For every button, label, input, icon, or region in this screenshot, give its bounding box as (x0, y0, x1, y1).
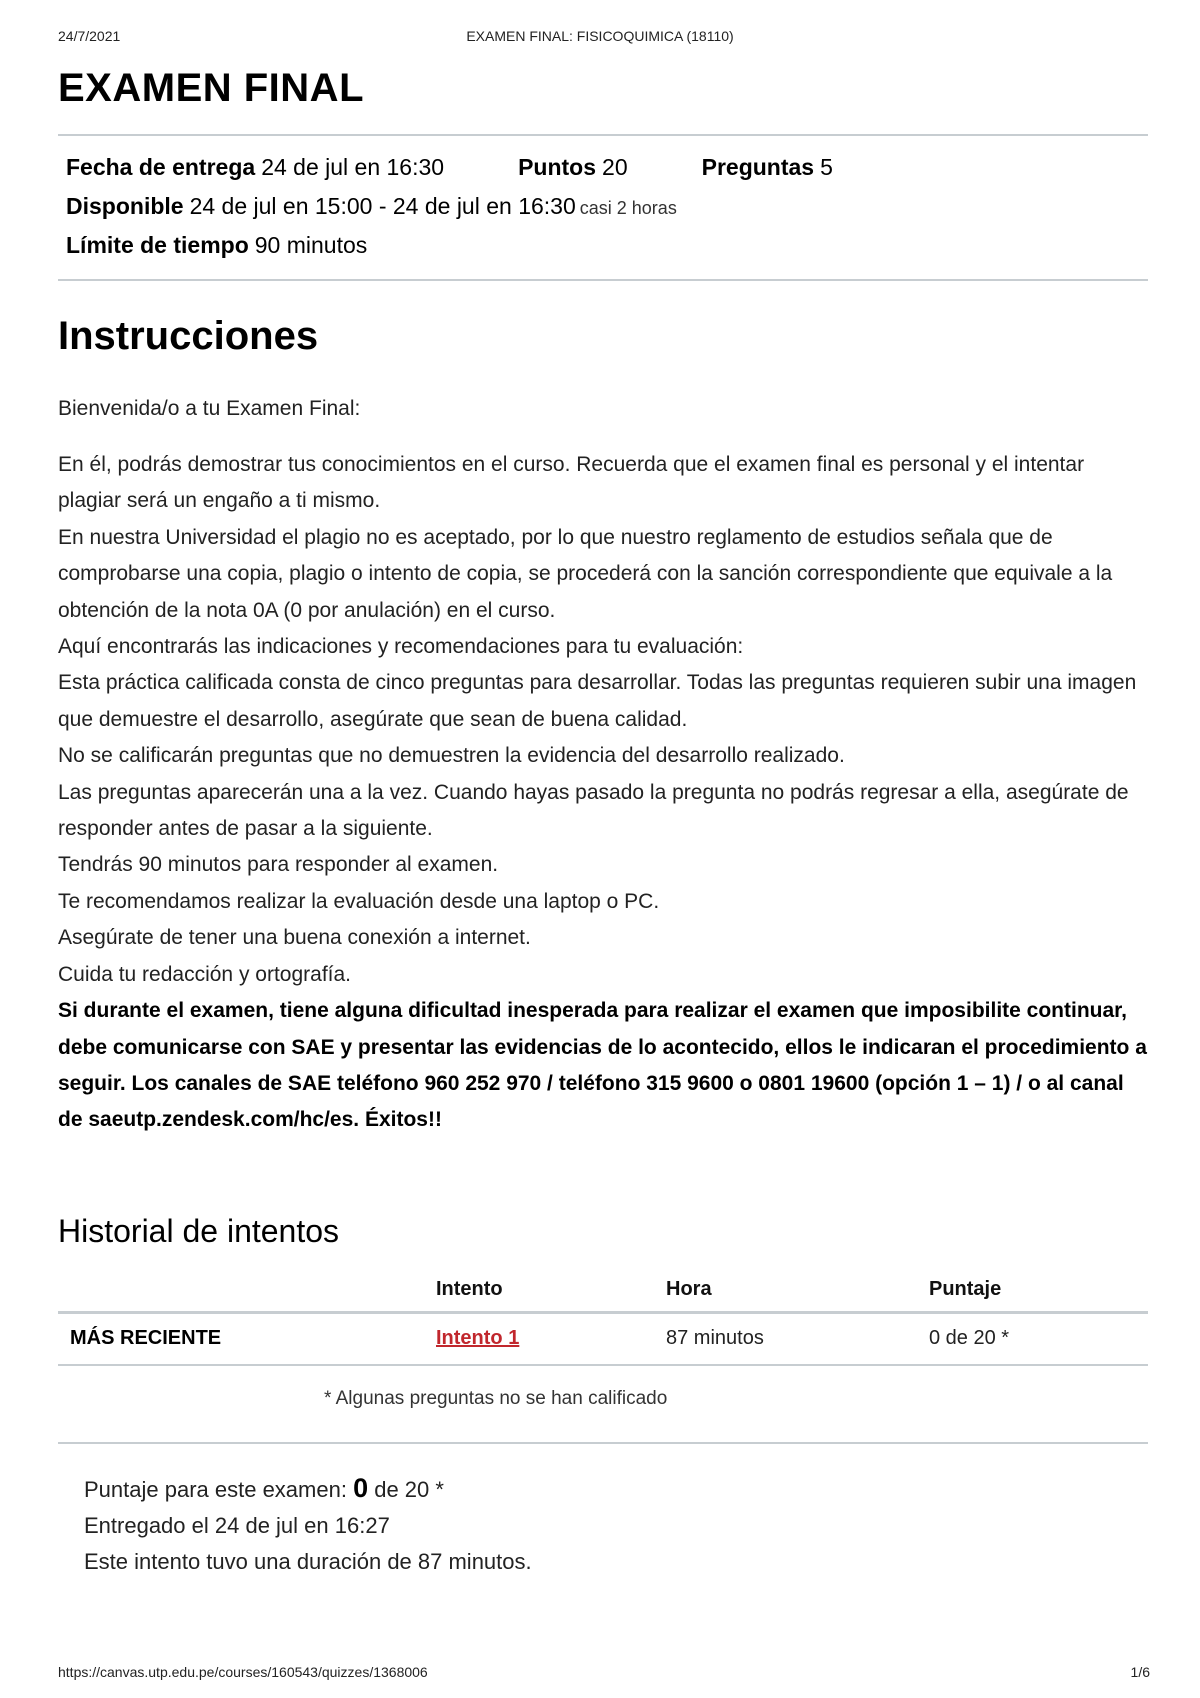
questions-label: Preguntas (701, 154, 815, 180)
due-value: 24 de jul en 16:30 (261, 154, 445, 180)
attempt-history-table (58, 1269, 1148, 1366)
print-header (0, 28, 1200, 48)
sae-notice: Si durante el examen, tiene alguna dificultad inesperada para realizar el examen que imposibilite continuar, debe comunicarse con SAE y presentar las evidencias de lo acontecido, ellos le indicaran el procedimiento a seguir. Los canales de SAE teléfono 960 252 970 / teléfono 315 9600 o 0801 19600 (opción 1 – 1) / o al canal de saeutp.zendesk.com/hc/es. Éxitos!! (58, 999, 1147, 1132)
instruction-line: Te recomendamos realizar la evaluación desde una laptop o PC. (58, 889, 660, 913)
instruction-line: En él, podrás demostrar tus conocimientos en el curso. Recuerda que el examen final es personal y el intentar plagiar será un engaño a ti mismo. (58, 453, 1085, 513)
print-url: https://canvas.utp.edu.pe/courses/160543/quizzes/1368006 (58, 1664, 428, 1680)
instruction-line: Aquí encontrarás las indicaciones y recomendaciones para tu evaluación: (58, 635, 744, 659)
score-suffix: de 20 * (368, 1476, 444, 1502)
instruction-line: Las preguntas aparecerán una a la vez. Cuando hayas pasado la pregunta no podrás regresar a ella, asegúrate de responder antes de pasar a la siguiente. (58, 780, 1129, 841)
details-row-3 (66, 226, 1148, 265)
print-document-title: EXAMEN FINAL: FISICOQUIMICA (18110) (466, 28, 734, 44)
column-header-time: Hora (665, 1269, 928, 1313)
instructions-heading: Instrucciones (58, 314, 319, 358)
available-note: casi 2 horas (579, 198, 677, 218)
submitted-line: Entregado el 24 de jul en 16:27 (84, 1512, 390, 1538)
details-row-1 (66, 148, 1148, 187)
details-row-2 (66, 187, 1148, 226)
attempt-link[interactable]: Intento 1 (436, 1327, 520, 1350)
instruction-line: No se calificarán preguntas que no demuestren la evidencia del desarrollo realizado. (58, 744, 845, 768)
attempt-cell (435, 1312, 665, 1365)
available-value: 24 de jul en 15:00 - 24 de jul en 16:30 (189, 193, 576, 219)
quiz-details (58, 136, 1148, 279)
time-limit-value: 90 minutos (254, 232, 368, 258)
score-summary (58, 1470, 1148, 1580)
instruction-line: Tendrás 90 minutos para responder al examen. (58, 853, 499, 877)
print-footer (0, 1664, 1200, 1684)
table-row (58, 1312, 1148, 1365)
questions-value: 5 (820, 154, 833, 180)
column-header (58, 1269, 435, 1313)
points-value: 20 (602, 154, 628, 180)
instruction-line: Asegúrate de tener una buena conexión a internet. (58, 926, 531, 950)
divider (58, 279, 1148, 281)
time-limit-label: Límite de tiempo (66, 232, 249, 258)
due-label: Fecha de entrega (66, 154, 256, 180)
divider (58, 1442, 1148, 1444)
instructions-body (58, 447, 1148, 1139)
page-title: EXAMEN FINAL (58, 66, 364, 110)
duration-line: Este intento tuvo una duración de 87 minutos. (84, 1548, 532, 1574)
points-label: Puntos (518, 154, 597, 180)
ungraded-footnote: * Algunas preguntas no se han calificado (324, 1387, 668, 1409)
instruction-line: Cuida tu redacción y ortografía. (58, 962, 351, 986)
attempt-score: 0 de 20 * (928, 1312, 1148, 1365)
instructions-greeting: Bienvenida/o a tu Examen Final: (58, 397, 361, 420)
instruction-line: En nuestra Universidad el plagio no es aceptado, por lo que nuestro reglamento de estudios señala que de comprobarse una copia, plagio o intento de copia, se procederá con la sanción correspondiente que equivale a la obtención de la nota 0A (0 por anulación) en el curso. (58, 525, 1113, 622)
attempt-time: 87 minutos (665, 1312, 928, 1365)
column-header-score: Puntaje (928, 1269, 1148, 1313)
column-header-attempt: Intento (435, 1269, 665, 1313)
table-header-row (58, 1269, 1148, 1313)
quiz-content (58, 62, 1148, 1580)
attempt-row-label: MÁS RECIENTE (58, 1312, 435, 1365)
score-value: 0 (353, 1472, 369, 1503)
available-label: Disponible (66, 193, 184, 219)
attempt-history-heading: Historial de intentos (58, 1212, 340, 1249)
page-number: 1/6 (1130, 1664, 1150, 1680)
instruction-line: Esta práctica calificada consta de cinco preguntas para desarrollar. Todas las preguntas requieren subir una imagen que demuestre el desarrollo, asegúrate que sean de buena calidad. (58, 671, 1137, 731)
score-prefix: Puntaje para este examen: (84, 1476, 354, 1502)
score-line (84, 1470, 1148, 1508)
print-date: 24/7/2021 (58, 28, 121, 44)
